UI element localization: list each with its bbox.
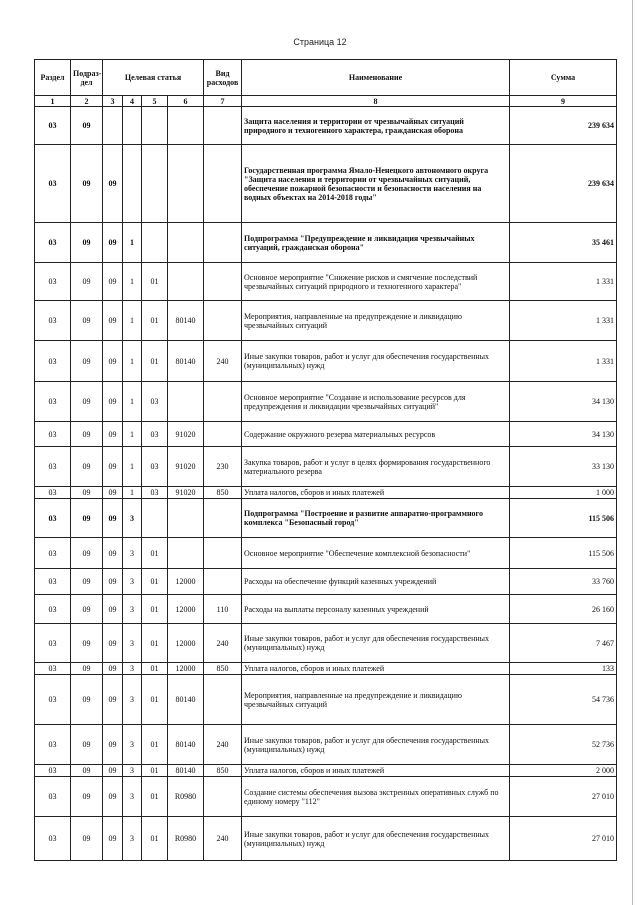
cell-celevaya-1: 09	[103, 538, 123, 569]
table-row	[35, 487, 617, 499]
cell-naimenovanie: Защита населения и территории от чрезвычайных ситуаций природного и техногенного характера, гражданская оборона	[242, 107, 510, 145]
cell-podrazdel: 09	[71, 675, 103, 725]
table-row	[35, 675, 617, 725]
cell-vid	[204, 538, 242, 569]
cell-celevaya-1: 09	[103, 301, 123, 341]
cell-naimenovanie: Уплата налогов, сборов и иных платежей	[242, 663, 510, 675]
cell-celevaya-4: 80140	[168, 675, 204, 725]
cell-celevaya-2: 3	[123, 569, 142, 595]
table-row	[35, 422, 617, 447]
cell-razdel: 03	[35, 538, 71, 569]
table-row	[35, 817, 617, 861]
table-row	[35, 223, 617, 263]
cell-naimenovanie: Уплата налогов, сборов и иных платежей	[242, 765, 510, 777]
cell-celevaya-3: 03	[142, 382, 168, 422]
cell-celevaya-2: 3	[123, 817, 142, 861]
table-row	[35, 595, 617, 624]
cell-podrazdel: 09	[71, 107, 103, 145]
cell-naimenovanie: Создание системы обеспечения вызова экстренных оперативных служб по единому номеру "112"	[242, 777, 510, 817]
cell-vid	[204, 499, 242, 538]
cell-podrazdel: 09	[71, 223, 103, 263]
cell-summa: 27 010	[510, 817, 617, 861]
cell-razdel: 03	[35, 422, 71, 447]
cell-summa: 35 461	[510, 223, 617, 263]
cell-vid	[204, 107, 242, 145]
cell-celevaya-2: 3	[123, 725, 142, 765]
cell-celevaya-4	[168, 145, 204, 223]
column-number-row	[35, 96, 617, 107]
cell-vid	[204, 223, 242, 263]
cell-celevaya-2: 1	[123, 263, 142, 301]
cell-vid	[204, 145, 242, 223]
col-header-podrazdel: Подраз-дел	[71, 60, 103, 96]
cell-celevaya-1: 09	[103, 487, 123, 499]
table-row	[35, 107, 617, 145]
cell-vid	[204, 301, 242, 341]
cell-celevaya-3: 01	[142, 624, 168, 663]
cell-celevaya-4: 80140	[168, 301, 204, 341]
cell-celevaya-2: 3	[123, 777, 142, 817]
cell-vid	[204, 569, 242, 595]
table-row	[35, 569, 617, 595]
cell-podrazdel: 09	[71, 765, 103, 777]
table-row	[35, 663, 617, 675]
cell-podrazdel: 09	[71, 301, 103, 341]
cell-summa: 54 736	[510, 675, 617, 725]
col-header-naimenovanie: Наименование	[242, 60, 510, 96]
cell-naimenovanie: Иные закупки товаров, работ и услуг для обеспечения государственных (муниципальных) нужд	[242, 341, 510, 382]
cell-razdel: 03	[35, 725, 71, 765]
cell-summa: 1 331	[510, 263, 617, 301]
cell-razdel: 03	[35, 145, 71, 223]
cell-naimenovanie: Содержание окружного резерва материальных ресурсов	[242, 422, 510, 447]
cell-celevaya-3: 01	[142, 765, 168, 777]
cell-naimenovanie: Мероприятия, направленные на предупреждение и ликвидацию чрезвычайных ситуаций	[242, 675, 510, 725]
cell-podrazdel: 09	[71, 382, 103, 422]
cell-naimenovanie: Закупка товаров, работ и услуг в целях формирования государственного материального резерва	[242, 447, 510, 487]
cell-vid: 240	[204, 725, 242, 765]
cell-celevaya-1: 09	[103, 499, 123, 538]
table-row	[35, 301, 617, 341]
cell-podrazdel: 09	[71, 817, 103, 861]
cell-naimenovanie: Иные закупки товаров, работ и услуг для обеспечения государственных (муниципальных) нужд	[242, 725, 510, 765]
cell-celevaya-1: 09	[103, 624, 123, 663]
cell-celevaya-2: 3	[123, 595, 142, 624]
cell-celevaya-1: 09	[103, 765, 123, 777]
cell-celevaya-4	[168, 263, 204, 301]
cell-celevaya-3	[142, 223, 168, 263]
cell-podrazdel: 09	[71, 499, 103, 538]
table-row	[35, 765, 617, 777]
cell-celevaya-4: 91020	[168, 447, 204, 487]
cell-summa: 1 000	[510, 487, 617, 499]
cell-summa: 33 130	[510, 447, 617, 487]
cell-razdel: 03	[35, 777, 71, 817]
cell-celevaya-3: 01	[142, 725, 168, 765]
cell-naimenovanie: Основное мероприятие "Обеспечение комплексной безопасности"	[242, 538, 510, 569]
cell-celevaya-3	[142, 145, 168, 223]
cell-podrazdel: 09	[71, 341, 103, 382]
column-number-cell: 3	[103, 96, 123, 107]
table-row	[35, 777, 617, 817]
cell-celevaya-2	[123, 145, 142, 223]
cell-celevaya-4: 80140	[168, 341, 204, 382]
cell-celevaya-3: 01	[142, 301, 168, 341]
table-row	[35, 538, 617, 569]
cell-celevaya-3: 01	[142, 817, 168, 861]
table-row	[35, 499, 617, 538]
cell-razdel: 03	[35, 569, 71, 595]
col-header-summa: Сумма	[510, 60, 617, 96]
cell-vid: 240	[204, 624, 242, 663]
cell-celevaya-1: 09	[103, 341, 123, 382]
cell-razdel: 03	[35, 675, 71, 725]
cell-naimenovanie: Подпрограмма "Построение и развитие аппаратно-программного комплекса "Безопасный город"	[242, 499, 510, 538]
cell-naimenovanie: Расходы на выплаты персоналу казенных учреждений	[242, 595, 510, 624]
cell-podrazdel: 09	[71, 447, 103, 487]
cell-celevaya-1: 09	[103, 595, 123, 624]
page-number: Страница 12	[293, 37, 347, 47]
cell-celevaya-2: 3	[123, 538, 142, 569]
cell-summa: 1 331	[510, 301, 617, 341]
cell-celevaya-3	[142, 107, 168, 145]
cell-podrazdel: 09	[71, 422, 103, 447]
cell-razdel: 03	[35, 341, 71, 382]
cell-celevaya-1	[103, 107, 123, 145]
cell-vid: 240	[204, 817, 242, 861]
cell-celevaya-2: 1	[123, 223, 142, 263]
cell-celevaya-3: 01	[142, 538, 168, 569]
cell-naimenovanie: Государственная программа Ямало-Ненецкого автономного округа "Защита населения и территории от чрезвычайных ситуаций, обеспечение пожарной безопасности и безопасности населения на водных объектах на 2014-2018 годы"	[242, 145, 510, 223]
cell-celevaya-1: 09	[103, 145, 123, 223]
budget-table	[34, 59, 617, 861]
cell-naimenovanie: Уплата налогов, сборов и иных платежей	[242, 487, 510, 499]
cell-celevaya-3: 03	[142, 447, 168, 487]
cell-naimenovanie: Иные закупки товаров, работ и услуг для обеспечения государственных (муниципальных) нужд	[242, 624, 510, 663]
cell-summa: 133	[510, 663, 617, 675]
cell-podrazdel: 09	[71, 145, 103, 223]
cell-celevaya-3: 01	[142, 341, 168, 382]
cell-razdel: 03	[35, 107, 71, 145]
cell-summa: 239 634	[510, 107, 617, 145]
cell-celevaya-4	[168, 223, 204, 263]
column-number-cell: 5	[142, 96, 168, 107]
cell-summa: 239 634	[510, 145, 617, 223]
cell-celevaya-3: 01	[142, 663, 168, 675]
column-number-cell: 7	[204, 96, 242, 107]
cell-celevaya-4: R0980	[168, 777, 204, 817]
table-body	[35, 107, 617, 861]
cell-naimenovanie: Подпрограмма "Предупреждение и ликвидация чрезвычайных ситуаций, гражданская оборона"	[242, 223, 510, 263]
cell-podrazdel: 09	[71, 624, 103, 663]
cell-celevaya-4	[168, 382, 204, 422]
column-number-cell: 6	[168, 96, 204, 107]
cell-podrazdel: 09	[71, 263, 103, 301]
cell-naimenovanie: Основное мероприятие "Снижение рисков и смягчение последствий чрезвычайных ситуаций природного и техногенного характера"	[242, 263, 510, 301]
cell-celevaya-2: 3	[123, 499, 142, 538]
cell-celevaya-1: 09	[103, 569, 123, 595]
cell-summa: 7 467	[510, 624, 617, 663]
cell-naimenovanie: Мероприятия, направленные на предупреждение и ликвидацию чрезвычайных ситуаций	[242, 301, 510, 341]
cell-celevaya-1: 09	[103, 382, 123, 422]
cell-celevaya-4: 12000	[168, 663, 204, 675]
scan-edge	[632, 0, 633, 905]
cell-celevaya-1: 09	[103, 422, 123, 447]
cell-vid	[204, 777, 242, 817]
cell-celevaya-1: 09	[103, 263, 123, 301]
cell-summa: 115 506	[510, 538, 617, 569]
cell-summa: 26 160	[510, 595, 617, 624]
cell-celevaya-2: 1	[123, 487, 142, 499]
cell-podrazdel: 09	[71, 595, 103, 624]
cell-razdel: 03	[35, 487, 71, 499]
cell-razdel: 03	[35, 301, 71, 341]
table-row	[35, 624, 617, 663]
cell-naimenovanie: Основное мероприятие "Создание и использование ресурсов для предупреждения и ликвидации чрезвычайных ситуаций"	[242, 382, 510, 422]
cell-celevaya-4: 80140	[168, 765, 204, 777]
cell-vid: 240	[204, 341, 242, 382]
cell-razdel: 03	[35, 595, 71, 624]
cell-summa: 34 130	[510, 382, 617, 422]
cell-razdel: 03	[35, 223, 71, 263]
cell-celevaya-1: 09	[103, 223, 123, 263]
cell-celevaya-4	[168, 107, 204, 145]
cell-summa: 33 760	[510, 569, 617, 595]
cell-vid: 230	[204, 447, 242, 487]
cell-razdel: 03	[35, 382, 71, 422]
cell-vid	[204, 675, 242, 725]
cell-celevaya-2: 1	[123, 301, 142, 341]
table-row	[35, 341, 617, 382]
table-row	[35, 145, 617, 223]
cell-celevaya-3: 01	[142, 675, 168, 725]
cell-razdel: 03	[35, 499, 71, 538]
column-number-cell: 8	[242, 96, 510, 107]
cell-celevaya-3: 03	[142, 487, 168, 499]
cell-celevaya-2	[123, 107, 142, 145]
column-number-cell: 9	[510, 96, 617, 107]
cell-podrazdel: 09	[71, 725, 103, 765]
cell-summa: 34 130	[510, 422, 617, 447]
cell-vid	[204, 263, 242, 301]
cell-vid	[204, 422, 242, 447]
cell-summa: 115 506	[510, 499, 617, 538]
column-number-cell: 1	[35, 96, 71, 107]
cell-celevaya-1: 09	[103, 725, 123, 765]
cell-vid: 850	[204, 765, 242, 777]
header-row	[35, 60, 617, 96]
cell-celevaya-2: 3	[123, 624, 142, 663]
cell-vid: 110	[204, 595, 242, 624]
cell-summa: 1 331	[510, 341, 617, 382]
cell-celevaya-4: 80140	[168, 725, 204, 765]
col-header-razdel: Раздел	[35, 60, 71, 96]
table-row	[35, 382, 617, 422]
cell-summa: 27 010	[510, 777, 617, 817]
cell-celevaya-3	[142, 499, 168, 538]
cell-celevaya-4: 12000	[168, 595, 204, 624]
cell-celevaya-4: 91020	[168, 487, 204, 499]
cell-celevaya-4: 91020	[168, 422, 204, 447]
cell-naimenovanie: Расходы на обеспечение функций казенных учреждений	[242, 569, 510, 595]
cell-celevaya-1: 09	[103, 663, 123, 675]
cell-razdel: 03	[35, 765, 71, 777]
col-header-celevaya: Целевая статья	[103, 60, 204, 96]
table-row	[35, 725, 617, 765]
cell-celevaya-2: 1	[123, 341, 142, 382]
cell-razdel: 03	[35, 663, 71, 675]
cell-vid: 850	[204, 663, 242, 675]
cell-celevaya-3: 01	[142, 595, 168, 624]
table-row	[35, 263, 617, 301]
cell-razdel: 03	[35, 624, 71, 663]
cell-vid	[204, 382, 242, 422]
cell-podrazdel: 09	[71, 569, 103, 595]
cell-celevaya-4	[168, 538, 204, 569]
cell-podrazdel: 09	[71, 538, 103, 569]
column-number-cell: 2	[71, 96, 103, 107]
cell-celevaya-4	[168, 499, 204, 538]
cell-celevaya-3: 01	[142, 777, 168, 817]
cell-naimenovanie: Иные закупки товаров, работ и услуг для обеспечения государственных (муниципальных) нужд	[242, 817, 510, 861]
cell-celevaya-1: 09	[103, 817, 123, 861]
cell-celevaya-4: R0980	[168, 817, 204, 861]
cell-celevaya-2: 3	[123, 675, 142, 725]
cell-celevaya-4: 12000	[168, 624, 204, 663]
cell-celevaya-2: 1	[123, 422, 142, 447]
cell-celevaya-1: 09	[103, 777, 123, 817]
cell-celevaya-4: 12000	[168, 569, 204, 595]
cell-razdel: 03	[35, 447, 71, 487]
cell-celevaya-3: 01	[142, 569, 168, 595]
cell-vid: 850	[204, 487, 242, 499]
cell-podrazdel: 09	[71, 487, 103, 499]
cell-summa: 2 000	[510, 765, 617, 777]
cell-razdel: 03	[35, 263, 71, 301]
cell-celevaya-3: 01	[142, 263, 168, 301]
cell-celevaya-3: 03	[142, 422, 168, 447]
table-row	[35, 447, 617, 487]
cell-podrazdel: 09	[71, 777, 103, 817]
cell-celevaya-2: 1	[123, 382, 142, 422]
cell-celevaya-2: 3	[123, 765, 142, 777]
cell-summa: 52 736	[510, 725, 617, 765]
column-number-cell: 4	[123, 96, 142, 107]
cell-razdel: 03	[35, 817, 71, 861]
cell-podrazdel: 09	[71, 663, 103, 675]
col-header-vid: Вид расходов	[204, 60, 242, 96]
cell-celevaya-1: 09	[103, 447, 123, 487]
cell-celevaya-2: 1	[123, 447, 142, 487]
cell-celevaya-2: 3	[123, 663, 142, 675]
cell-celevaya-1: 09	[103, 675, 123, 725]
